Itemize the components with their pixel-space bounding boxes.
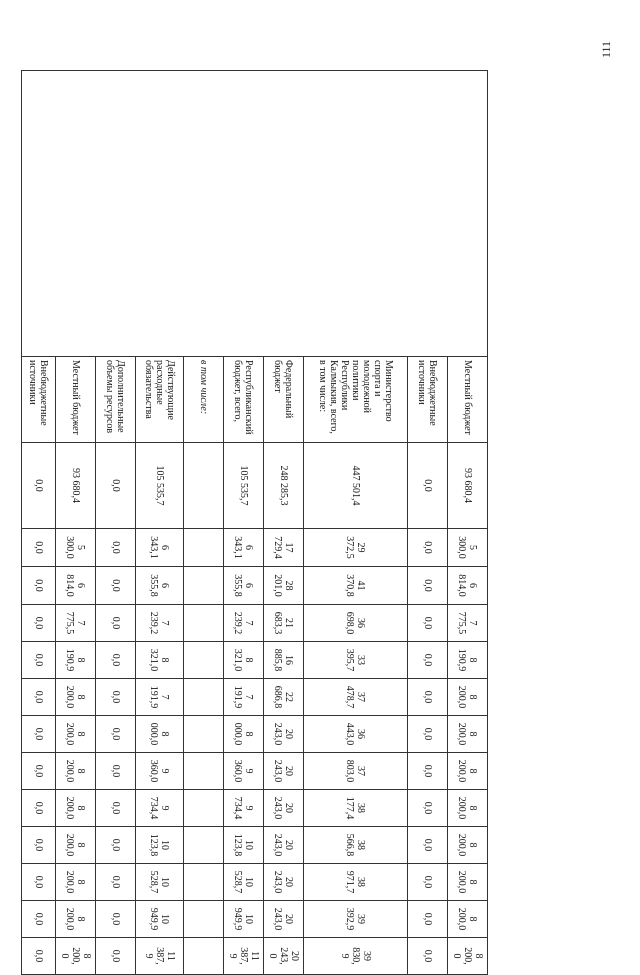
value-cell-2025: 39 830, 9 <box>304 938 408 975</box>
value-cell-2014 <box>184 529 224 567</box>
row-total: 105 535,7 <box>136 443 184 529</box>
value-cell-2023: 20 243,0 <box>264 864 304 901</box>
value-cell-2022: 8 200,0 <box>448 827 488 864</box>
row-label: Внебюджетные источники <box>22 357 56 443</box>
value-cell-2016 <box>184 605 224 642</box>
value-cell-2018: 0,0 <box>22 679 56 716</box>
value-cell-2019: 8 200,0 <box>56 716 96 753</box>
value-cell-2023: 0,0 <box>408 864 448 901</box>
row-total: 0,0 <box>96 443 136 529</box>
value-cell-2024 <box>184 901 224 938</box>
value-cell-2014: 0,0 <box>408 529 448 567</box>
value-cell-2017: 16 885,8 <box>264 642 304 679</box>
value-cell-2015: 0,0 <box>408 567 448 605</box>
value-cell-2019: 36 443,0 <box>304 716 408 753</box>
value-cell-2017: 33 395,7 <box>304 642 408 679</box>
row-label: Местный бюджет <box>448 357 488 443</box>
value-cell-2019: 0,0 <box>22 716 56 753</box>
row-total <box>184 443 224 529</box>
value-cell-2023: 10 528,7 <box>136 864 184 901</box>
budget-table <box>21 70 488 975</box>
value-cell-2015: 0,0 <box>96 567 136 605</box>
value-cell-2019: 20 243,0 <box>264 716 304 753</box>
value-cell-2020: 8 200,0 <box>56 753 96 790</box>
row-label: Федеральный бюджет <box>264 357 304 443</box>
value-cell-2015: 28 201,0 <box>264 567 304 605</box>
value-cell-2014: 0,0 <box>96 529 136 567</box>
value-cell-2017: 8 321,0 <box>224 642 264 679</box>
row-total: 105 535,7 <box>224 443 264 529</box>
row-label: Республиканский бюджет, всего, <box>224 357 264 443</box>
value-cell-2015: 6 355,8 <box>224 567 264 605</box>
value-cell-2019: 8 000,0 <box>224 716 264 753</box>
value-cell-2022: 0,0 <box>22 827 56 864</box>
value-cell-2023: 38 971,7 <box>304 864 408 901</box>
value-cell-2016: 36 698,0 <box>304 605 408 642</box>
value-cell-2017: 0,0 <box>22 642 56 679</box>
value-cell-2023 <box>184 864 224 901</box>
value-cell-2018: 0,0 <box>408 679 448 716</box>
value-cell-2014: 5 300,0 <box>56 529 96 567</box>
row-total: 248 285,3 <box>264 443 304 529</box>
rotated-table-container <box>22 70 488 965</box>
value-cell-2025: 8 200, 0 <box>56 938 96 975</box>
value-cell-2024: 39 392,9 <box>304 901 408 938</box>
value-cell-2014: 6 343,1 <box>224 529 264 567</box>
value-cell-2022: 8 200,0 <box>56 827 96 864</box>
value-cell-2019: 8 200,0 <box>448 716 488 753</box>
value-cell-2016: 7 775,5 <box>56 605 96 642</box>
value-cell-2018: 0,0 <box>96 679 136 716</box>
value-cell-2023: 10 528,7 <box>224 864 264 901</box>
value-cell-2019 <box>184 716 224 753</box>
value-cell-2016: 0,0 <box>96 605 136 642</box>
table-body <box>22 71 488 975</box>
value-cell-2024: 20 243,0 <box>264 901 304 938</box>
row-total: 93 680,4 <box>448 443 488 529</box>
value-cell-2025: 11 387, 9 <box>136 938 184 975</box>
value-cell-2024: 0,0 <box>408 901 448 938</box>
value-cell-2023: 8 200,0 <box>448 864 488 901</box>
value-cell-2014: 6 343,1 <box>136 529 184 567</box>
row-label: Местный бюджет <box>56 357 96 443</box>
value-cell-2016: 7 239,2 <box>136 605 184 642</box>
value-cell-2017: 0,0 <box>408 642 448 679</box>
value-cell-2020: 0,0 <box>96 753 136 790</box>
value-cell-2020: 20 243,0 <box>264 753 304 790</box>
value-cell-2016: 7 775,5 <box>448 605 488 642</box>
page-number: 111 <box>599 40 614 59</box>
value-cell-2014: 0,0 <box>22 529 56 567</box>
empty-description-cell <box>22 71 488 357</box>
value-cell-2020 <box>184 753 224 790</box>
value-cell-2017: 8 321,0 <box>136 642 184 679</box>
value-cell-2014: 5 300,0 <box>448 529 488 567</box>
value-cell-2018: 7 191,9 <box>224 679 264 716</box>
value-cell-2021: 9 734,4 <box>224 790 264 827</box>
value-cell-2018: 22 686,8 <box>264 679 304 716</box>
value-cell-2020: 37 803,0 <box>304 753 408 790</box>
value-cell-2022: 10 123,8 <box>136 827 184 864</box>
value-cell-2015: 41 370,8 <box>304 567 408 605</box>
row-label: Внебюджетные источники <box>408 357 448 443</box>
value-cell-2015 <box>184 567 224 605</box>
value-cell-2018: 37 478,7 <box>304 679 408 716</box>
value-cell-2024: 8 200,0 <box>56 901 96 938</box>
value-cell-2016: 21 683,3 <box>264 605 304 642</box>
value-cell-2017: 8 190,9 <box>56 642 96 679</box>
value-cell-2022: 0,0 <box>408 827 448 864</box>
value-cell-2015: 6 814,0 <box>56 567 96 605</box>
value-cell-2017: 8 190,9 <box>448 642 488 679</box>
value-cell-2024: 10 949,9 <box>224 901 264 938</box>
value-cell-2017 <box>184 642 224 679</box>
row-total: 0,0 <box>22 443 56 529</box>
row-total: 0,0 <box>408 443 448 529</box>
value-cell-2021: 20 243,0 <box>264 790 304 827</box>
row-label: Министерство спорта и молодежной политики Республики Калмыкия, всего, в том числе: <box>304 357 408 443</box>
row-label: Дополнительные объемы ресурсов <box>96 357 136 443</box>
value-cell-2014: 29 372,5 <box>304 529 408 567</box>
table-row <box>448 71 488 975</box>
value-cell-2022: 38 566,8 <box>304 827 408 864</box>
value-cell-2025: 0,0 <box>96 938 136 975</box>
value-cell-2023: 0,0 <box>96 864 136 901</box>
value-cell-2021: 0,0 <box>408 790 448 827</box>
value-cell-2015: 6 814,0 <box>448 567 488 605</box>
value-cell-2023: 8 200,0 <box>56 864 96 901</box>
row-total: 447 501,4 <box>304 443 408 529</box>
value-cell-2022: 20 243,0 <box>264 827 304 864</box>
value-cell-2021: 0,0 <box>96 790 136 827</box>
value-cell-2020: 9 360,0 <box>136 753 184 790</box>
value-cell-2017: 0,0 <box>96 642 136 679</box>
value-cell-2015: 0,0 <box>22 567 56 605</box>
value-cell-2016: 0,0 <box>408 605 448 642</box>
value-cell-2025 <box>184 938 224 975</box>
value-cell-2018 <box>184 679 224 716</box>
value-cell-2021: 0,0 <box>22 790 56 827</box>
value-cell-2018: 8 200,0 <box>56 679 96 716</box>
value-cell-2022 <box>184 827 224 864</box>
value-cell-2019: 8 000,0 <box>136 716 184 753</box>
value-cell-2025: 11 387, 9 <box>224 938 264 975</box>
value-cell-2015: 6 355,8 <box>136 567 184 605</box>
value-cell-2022: 0,0 <box>96 827 136 864</box>
value-cell-2021: 38 177,4 <box>304 790 408 827</box>
row-label: в том числе: <box>184 357 224 443</box>
value-cell-2019: 0,0 <box>408 716 448 753</box>
value-cell-2025: 8 200, 0 <box>448 938 488 975</box>
value-cell-2020: 8 200,0 <box>448 753 488 790</box>
value-cell-2016: 7 239,2 <box>224 605 264 642</box>
value-cell-2025: 0,0 <box>408 938 448 975</box>
row-label: Действующие расходные обязательства <box>136 357 184 443</box>
value-cell-2025: 0,0 <box>22 938 56 975</box>
value-cell-2022: 10 123,8 <box>224 827 264 864</box>
value-cell-2021 <box>184 790 224 827</box>
value-cell-2024: 0,0 <box>22 901 56 938</box>
value-cell-2023: 0,0 <box>22 864 56 901</box>
value-cell-2021: 8 200,0 <box>56 790 96 827</box>
value-cell-2018: 8 200,0 <box>448 679 488 716</box>
value-cell-2014: 17 729,4 <box>264 529 304 567</box>
value-cell-2020: 0,0 <box>408 753 448 790</box>
row-total: 93 680,4 <box>56 443 96 529</box>
value-cell-2020: 0,0 <box>22 753 56 790</box>
value-cell-2021: 8 200,0 <box>448 790 488 827</box>
value-cell-2024: 10 949,9 <box>136 901 184 938</box>
value-cell-2025: 20 243, 0 <box>264 938 304 975</box>
value-cell-2016: 0,0 <box>22 605 56 642</box>
value-cell-2021: 9 734,4 <box>136 790 184 827</box>
value-cell-2019: 0,0 <box>96 716 136 753</box>
value-cell-2024: 0,0 <box>96 901 136 938</box>
value-cell-2018: 7 191,9 <box>136 679 184 716</box>
value-cell-2020: 9 360,0 <box>224 753 264 790</box>
value-cell-2024: 8 200,0 <box>448 901 488 938</box>
